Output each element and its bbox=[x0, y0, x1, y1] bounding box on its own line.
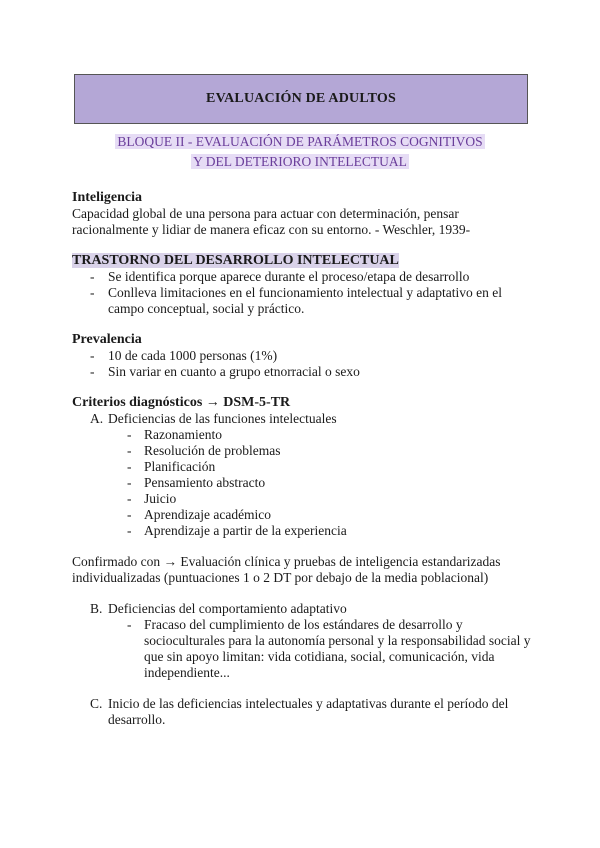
criterio-c-marker: C. bbox=[90, 696, 103, 711]
list-item: - Aprendizaje a partir de la experiencia bbox=[72, 523, 542, 539]
trastorno-heading bbox=[72, 253, 542, 269]
list-item: - Se identifica porque aparece durante el proceso/etapa de desarrollo bbox=[72, 269, 542, 285]
trastorno-list bbox=[72, 269, 542, 301]
list-item-continuation: socioculturales para la autonomía personal y la responsabilidad social y bbox=[144, 633, 531, 648]
subtitle-text-1: BLOQUE II - EVALUACIÓN DE PARÁMETROS COGNITIVOS bbox=[117, 134, 483, 149]
criterios-heading: Criterios diagnósticos → DSM-5-TR bbox=[72, 395, 291, 410]
criterio-a-text: Deficiencias de las funciones intelectuales bbox=[108, 411, 337, 426]
list-item: - Juicio bbox=[72, 491, 542, 507]
trastorno-section bbox=[72, 253, 542, 317]
inteligencia-heading: Inteligencia bbox=[72, 190, 142, 205]
list-item-continuation: campo conceptual, social y práctico. bbox=[108, 301, 305, 316]
subtitle-text-2: Y DEL DETERIORO INTELECTUAL bbox=[193, 154, 407, 169]
list-item: - Razonamiento bbox=[72, 427, 542, 443]
criterio-c-section bbox=[72, 696, 542, 728]
prevalencia-section bbox=[72, 332, 542, 380]
criterio-a-marker: A. bbox=[90, 411, 104, 426]
criterio-b-section bbox=[72, 601, 542, 681]
criterio-a-list bbox=[72, 427, 542, 539]
list-item: - Pensamiento abstracto bbox=[72, 475, 542, 491]
criterio-b-list bbox=[72, 617, 542, 633]
criterio-c bbox=[72, 696, 542, 712]
criterio-a bbox=[72, 411, 542, 427]
list-item: - Aprendizaje académico bbox=[72, 507, 542, 523]
list-item: - Resolución de problemas bbox=[72, 443, 542, 459]
prevalencia-list bbox=[72, 348, 542, 380]
list-item: - Fracaso del cumplimiento de los estándares de desarrollo y bbox=[72, 617, 542, 633]
list-item: - Planificación bbox=[72, 459, 542, 475]
list-item: - Sin variar en cuanto a grupo etnorracial o sexo bbox=[72, 364, 542, 380]
page-title: EVALUACIÓN DE ADULTOS bbox=[74, 74, 528, 124]
prevalencia-heading: Prevalencia bbox=[72, 332, 142, 347]
confirmado-line-1: Confirmado con → Evaluación clínica y pruebas de inteligencia estandarizadas bbox=[72, 554, 501, 569]
list-item-continuation: independiente... bbox=[144, 665, 230, 680]
criterio-c-line-2: desarrollo. bbox=[108, 712, 166, 727]
criterio-b-text: Deficiencias del comportamiento adaptativo bbox=[108, 601, 347, 616]
inteligencia-line-1: Capacidad global de una persona para actuar con determinación, pensar bbox=[72, 206, 459, 221]
criterio-b-marker: B. bbox=[90, 601, 103, 616]
list-item-continuation: que sin apoyo limitan: vida cotidiana, social, comunicación, vida bbox=[144, 649, 495, 664]
inteligencia-line-2: racionalmente y lidiar de manera eficaz con su entorno. - Weschler, 1939- bbox=[72, 222, 471, 237]
confirmado-section bbox=[72, 554, 542, 586]
criterio-b bbox=[72, 601, 542, 617]
subtitle-line-2 bbox=[0, 154, 600, 170]
criterios-section bbox=[72, 395, 542, 539]
trastorno-heading-text: TRASTORNO DEL DESARROLLO INTELECTUAL bbox=[72, 253, 399, 268]
inteligencia-section bbox=[72, 190, 542, 238]
list-item: - 10 de cada 1000 personas (1%) bbox=[72, 348, 542, 364]
criterio-c-line-1: Inicio de las deficiencias intelectuales y adaptativas durante el período del bbox=[108, 696, 509, 711]
list-item: - Conlleva limitaciones en el funcionamiento intelectual y adaptativo en el bbox=[72, 285, 542, 301]
subtitle-line-1 bbox=[0, 134, 600, 150]
confirmado-line-2: individualizadas (puntuaciones 1 o 2 DT por debajo de la media poblacional) bbox=[72, 570, 489, 585]
